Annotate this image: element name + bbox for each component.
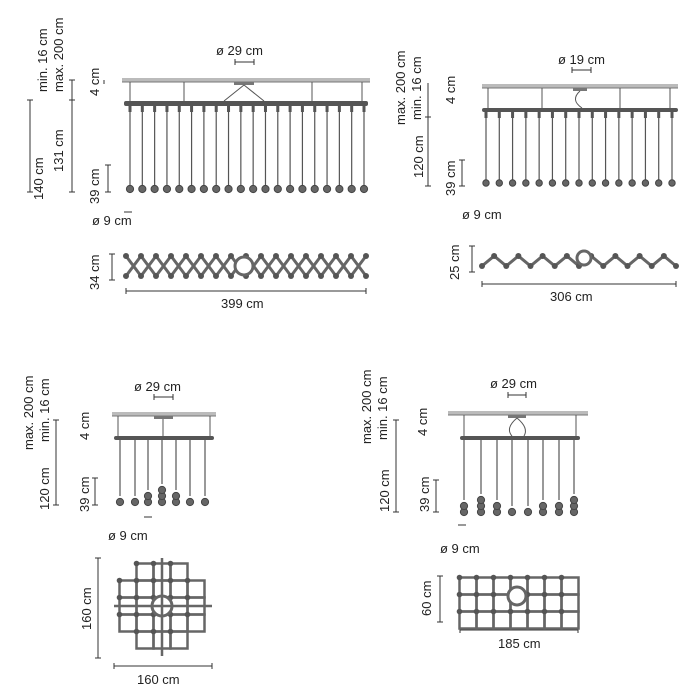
body-height-label: 120 cm [411, 135, 426, 178]
plan-depth-label: 160 cm [79, 587, 94, 630]
max-height-label: max. 200 cm [359, 369, 374, 444]
canopy-height-label: 4 cm [77, 411, 92, 440]
canopy-diameter-label: ø 29 cm [134, 379, 181, 394]
panel-linear-small [390, 0, 700, 320]
globe-diameter-label: ø 9 cm [462, 207, 502, 222]
plan-depth-label: 25 cm [447, 244, 462, 280]
canopy-diameter-label: ø 29 cm [216, 43, 263, 58]
max-height-label: max. 200 cm [393, 50, 408, 125]
globe-diameter-label: ø 9 cm [92, 213, 132, 228]
plan-width-label: 185 cm [498, 636, 541, 651]
plan-width-label: 306 cm [550, 289, 593, 304]
pendant-length-label: 39 cm [87, 168, 102, 204]
canopy-height-label: 4 cm [415, 407, 430, 436]
plan-depth-label: 60 cm [419, 580, 434, 616]
globe-diameter-label: ø 9 cm [108, 528, 148, 543]
plan-width-label: 160 cm [137, 672, 180, 687]
min-height-label: min. 16 cm [409, 56, 424, 120]
min-height-label: min. 16 cm [37, 378, 52, 442]
pendant-length-label: 39 cm [443, 160, 458, 196]
min-height-label: min. 16 cm [35, 28, 50, 92]
canopy-diameter-label: ø 19 cm [558, 52, 605, 67]
pendant-length-label: 39 cm [417, 476, 432, 512]
overall-height-label: 140 cm [31, 157, 46, 200]
pendant-length-label: 39 cm [77, 476, 92, 512]
body-height-label: 131 cm [51, 129, 66, 172]
body-height-label: 120 cm [37, 467, 52, 510]
globe-diameter-label: ø 9 cm [440, 541, 480, 556]
body-height-label: 120 cm [377, 469, 392, 512]
max-height-label: max. 200 cm [51, 17, 66, 92]
linear-small-drawing [390, 0, 700, 320]
plan-depth-label: 34 cm [87, 254, 102, 290]
max-height-label: max. 200 cm [21, 375, 36, 450]
min-height-label: min. 16 cm [375, 376, 390, 440]
canopy-diameter-label: ø 29 cm [490, 376, 537, 391]
panel-linear-large [0, 0, 390, 320]
canopy-height-label: 4 cm [87, 67, 102, 96]
panel-rectangular [340, 340, 700, 700]
plan-width-label: 399 cm [221, 296, 264, 311]
panel-square [0, 340, 330, 700]
canopy-height-label: 4 cm [443, 75, 458, 104]
